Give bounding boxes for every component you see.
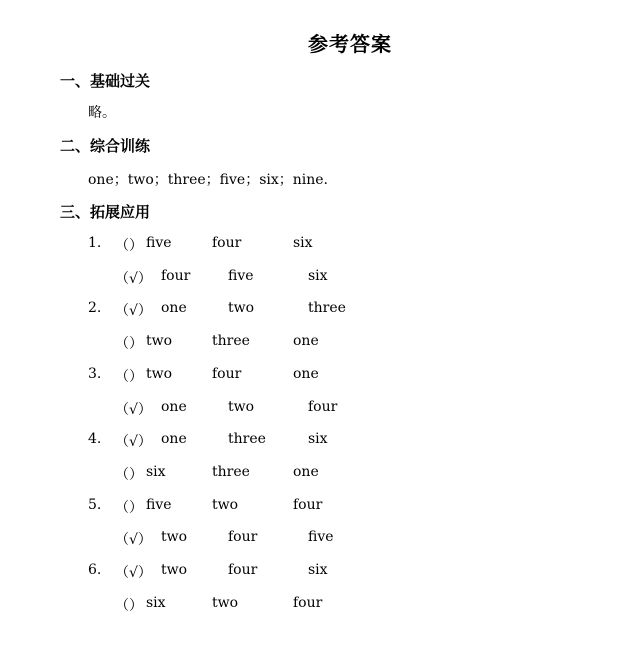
answer-word: four [212,235,242,251]
section-text-basic: 略。 [88,105,116,121]
question-number: 4. [88,431,102,448]
answer-word: four [228,529,258,546]
answer-mark: （√） [115,270,152,287]
answer-word: four [293,496,323,513]
answer-word: one [293,365,319,382]
answer-word: three [308,300,346,317]
answer-word: two [212,594,239,611]
answer-word: one [161,398,187,415]
answer-row [0,300,630,320]
answer-word: five [146,235,172,251]
answer-word: two [146,365,173,382]
answer-word: three [212,463,250,480]
answer-row [0,366,630,386]
answer-row [0,529,630,549]
answer-mark: （√） [115,532,152,549]
page-title: 参考答案 [308,32,392,56]
answer-word: five [308,529,334,546]
answer-word: four [161,267,191,284]
answer-word: six [308,431,328,448]
answer-word: two [212,496,239,513]
answer-mark: （） [115,499,143,516]
answer-word: two [161,529,188,546]
question-number: 6. [88,562,102,578]
answer-word: six [146,594,166,611]
answer-word: two [161,562,188,578]
answer-row [0,399,630,419]
answer-word: three [228,431,266,448]
answer-word: six [293,235,313,251]
answer-row [0,595,630,615]
section-heading-extension: 三、拓展应用 [60,203,151,221]
answer-mark: （） [115,336,143,353]
answer-word: two [228,300,255,317]
answer-word: five [228,267,254,284]
answer-mark: （） [115,597,143,614]
answer-word: four [228,562,258,578]
answer-word: one [161,431,187,448]
section-heading-basic: 一、基础过关 [60,72,151,90]
answer-mark: （√） [115,565,152,581]
answer-mark: （√） [115,434,152,451]
answer-word: two [228,398,255,415]
answer-mark: （） [115,368,143,385]
answer-mark: （） [115,238,143,254]
answer-word: one [293,333,319,350]
answer-word: four [293,594,323,611]
answer-mark: （√） [115,401,152,418]
answer-word: one [161,300,187,317]
answer-word: four [212,365,242,382]
answer-row [0,497,630,517]
answer-row [0,333,630,353]
answer-word: six [146,463,166,480]
answer-word: four [308,398,338,415]
section-text-training: one；two；three；five；six；nine. [88,172,329,188]
answer-row [0,562,630,582]
answer-word: five [146,496,172,513]
question-number: 1. [88,235,102,251]
section-heading-training: 二、综合训练 [60,137,151,155]
answer-row [0,464,630,484]
answer-row [0,235,630,255]
answer-word: one [293,463,319,480]
question-number: 3. [88,365,102,382]
answer-mark: （√） [115,303,152,320]
answer-word: three [212,333,250,350]
question-number: 5. [88,496,102,513]
answer-word: six [308,562,328,578]
answer-row [0,431,630,451]
answer-word: six [308,267,328,284]
answer-row [0,268,630,288]
answer-word: two [146,333,173,350]
question-number: 2. [88,300,102,317]
answer-mark: （） [115,466,143,483]
